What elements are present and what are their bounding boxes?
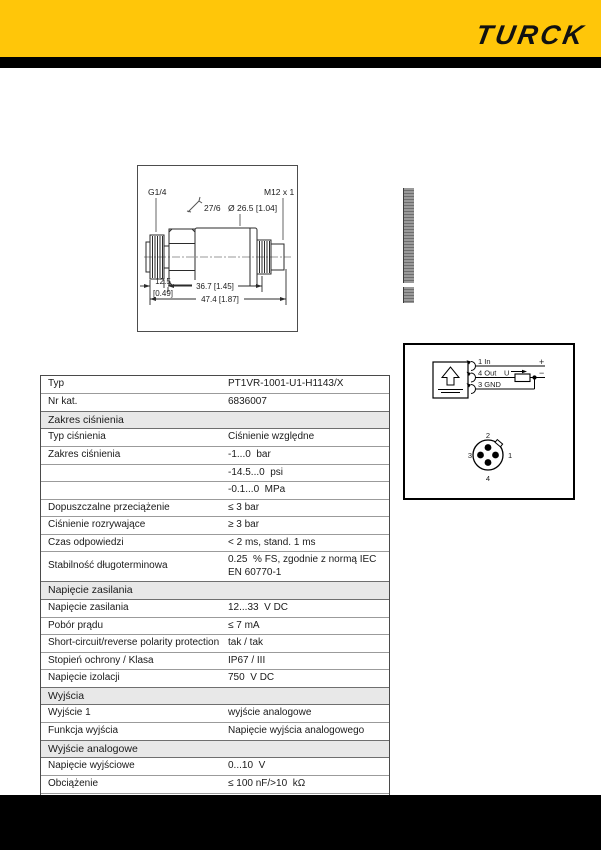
wiring-diagram-panel xyxy=(403,343,575,500)
row-value: 0.25 % FS, zgodnie z normą IEC EN 60770-1 xyxy=(228,554,380,578)
section-title: Zakres ciśnienia xyxy=(48,413,124,426)
table-row xyxy=(41,481,389,499)
row-value: wyjście analogowe xyxy=(228,707,312,719)
table-row xyxy=(41,516,389,534)
section-title: Wyjście analogowe xyxy=(48,742,138,755)
vertical-microtext-strip-small xyxy=(403,287,414,303)
table-section-row xyxy=(41,581,389,600)
junction-dot xyxy=(532,375,536,379)
table-row xyxy=(41,429,389,446)
row-value: -1...0 bar xyxy=(228,449,271,460)
row-label: Napięcie izolacji xyxy=(48,672,120,683)
terminal-hook-arrows xyxy=(467,360,472,387)
row-value: 0...10 V xyxy=(228,760,266,772)
table-row xyxy=(41,499,389,517)
row-value: -14.5...0 psi xyxy=(228,466,284,478)
row-label: Zakres ciśnienia xyxy=(48,449,121,460)
pin-1 xyxy=(492,452,499,459)
g14-thread-label: G1/4 xyxy=(148,187,167,197)
dim-12-5-label: 12.5 xyxy=(155,277,171,286)
row-label: Pobór prądu xyxy=(48,619,104,631)
row-label: Obciążenie xyxy=(48,778,99,789)
row-label: Napięcie zasilania xyxy=(48,601,129,613)
pin-1-label: 1 xyxy=(508,451,513,460)
row-value: PT1VR-1001-U1-H1143/X xyxy=(228,378,344,390)
terminal-4-label: 4 Out xyxy=(478,368,497,378)
wrench-size-label: 27/6 xyxy=(204,203,221,213)
row-label: Stopień ochrony / Klasa xyxy=(48,654,154,666)
row-label: Czas odpowiedzi xyxy=(48,536,124,548)
row-label xyxy=(41,465,221,482)
row-value: 6836007 xyxy=(228,396,267,407)
vertical-microtext-strip xyxy=(403,188,414,283)
pin-2 xyxy=(485,444,492,451)
turck-logo: TURCK xyxy=(472,20,588,50)
table-row xyxy=(41,669,389,687)
row-value: ≤ 100 nF/>10 kΩ xyxy=(228,778,306,789)
table-row xyxy=(41,534,389,552)
terminal-1-label: 1 In xyxy=(478,357,491,366)
table-section-row xyxy=(41,687,389,706)
row-label: Wyjście 1 xyxy=(48,707,91,719)
dim-36-7-label: 36.7 [1.45] xyxy=(196,282,234,291)
footer-bar xyxy=(0,795,601,850)
plus-label: + xyxy=(539,357,545,367)
row-label: Typ xyxy=(48,378,65,390)
pin-3 xyxy=(477,452,484,459)
header-black-bar xyxy=(0,57,601,68)
pin-4-label: 4 xyxy=(485,474,491,483)
spec-table xyxy=(40,375,390,811)
table-row xyxy=(41,634,389,652)
voltage-symbol-label: U xyxy=(504,368,510,378)
row-label: Dopuszczalne przeciążenie xyxy=(48,501,170,513)
connector-pinout xyxy=(468,431,512,483)
row-label xyxy=(41,482,221,499)
row-value: 750 V DC xyxy=(228,672,275,683)
row-label: Typ ciśnienia xyxy=(48,431,106,443)
table-row xyxy=(41,376,389,393)
pressure-sensor-symbol xyxy=(433,362,468,398)
table-row xyxy=(41,446,389,464)
row-value: < 2 ms, stand. 1 ms xyxy=(228,536,316,548)
sensor-dimension-figure xyxy=(138,166,297,331)
pin-4 xyxy=(485,459,492,466)
terminal-3-label: 3 GND xyxy=(478,380,501,389)
table-row xyxy=(41,600,389,617)
row-value: IP67 / III xyxy=(228,654,266,666)
m12-thread-label: M12 x 1 xyxy=(264,187,295,197)
wiring-figure xyxy=(405,345,573,498)
table-section-row xyxy=(41,740,389,759)
row-label: Ciśnienie rozrywające xyxy=(48,519,146,530)
table-row xyxy=(41,464,389,482)
row-label: Funkcja wyjścia xyxy=(48,725,119,736)
u-arrow-head xyxy=(522,370,527,374)
terminal-hooks xyxy=(471,362,476,394)
table-row xyxy=(41,393,389,411)
section-title: Napięcie zasilania xyxy=(48,584,133,596)
table-row xyxy=(41,652,389,670)
section-title: Wyjścia xyxy=(48,689,85,702)
row-value: 12...33 V DC xyxy=(228,601,289,613)
row-label: Stabilność długoterminowa xyxy=(48,560,168,572)
row-value: ≤ 7 mA xyxy=(228,619,260,631)
row-label: Short-circuit/reverse polarity protection xyxy=(48,637,220,648)
row-value: Ciśnienie względne xyxy=(228,431,315,443)
pin-2-label: 2 xyxy=(485,431,491,440)
pin-3-label: 3 xyxy=(467,451,472,460)
row-value: ≥ 3 bar xyxy=(228,519,260,530)
header-yellow-bar xyxy=(0,0,601,57)
table-row xyxy=(41,775,389,793)
table-row xyxy=(41,551,389,581)
table-row xyxy=(41,705,389,722)
table-row xyxy=(41,758,389,775)
row-value: -0.1...0 MPa xyxy=(228,484,286,495)
row-value: ≤ 3 bar xyxy=(228,501,260,513)
row-value: tak / tak xyxy=(228,637,264,648)
dim-0-49-label: [0.49] xyxy=(152,289,174,298)
row-label: Napięcie wyjściowe xyxy=(48,760,135,772)
dimension-drawing-panel xyxy=(137,165,298,332)
table-section-row xyxy=(41,411,389,430)
row-value: Napięcie wyjścia analogowego xyxy=(228,725,365,736)
row-label: Nr kat. xyxy=(48,396,78,407)
dim-47-4-label: 47.4 [1.87] xyxy=(201,295,239,304)
table-row xyxy=(41,722,389,740)
table-row xyxy=(41,617,389,635)
minus-label: − xyxy=(539,368,545,378)
resistor-icon xyxy=(515,374,530,382)
diameter-label: Ø 26.5 [1.04] xyxy=(228,203,278,213)
keying-notch xyxy=(495,440,503,447)
wrench-icon xyxy=(187,197,202,212)
